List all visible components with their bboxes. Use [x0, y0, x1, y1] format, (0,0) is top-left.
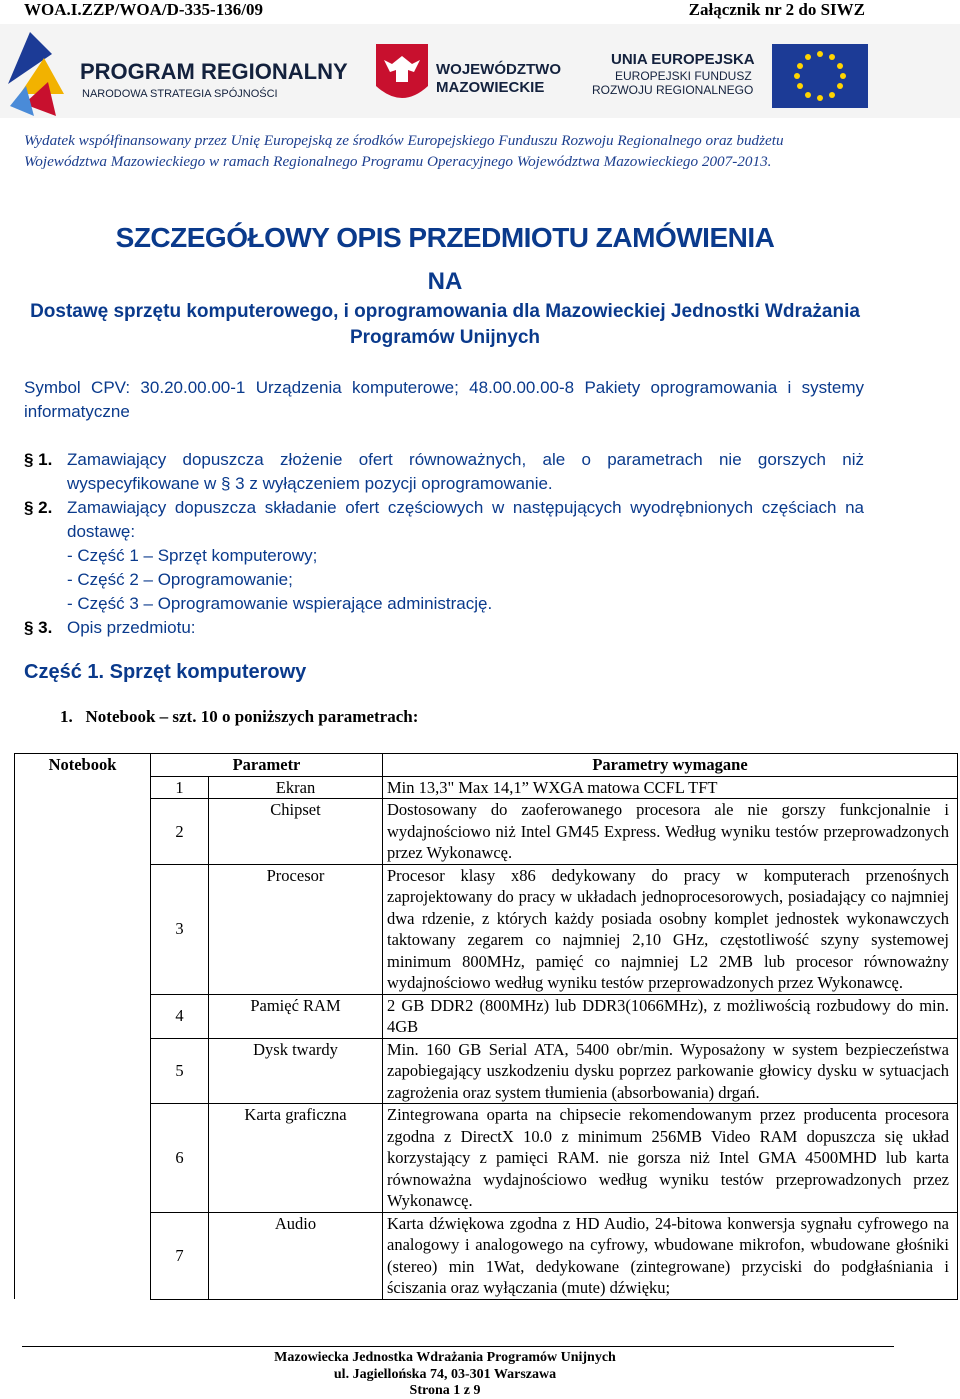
subject-line2: Programów Unijnych	[349, 327, 541, 348]
section-2-line1: Zamawiający dopuszcza składanie ofert częściowych w następujących wyodrębnionych częściach na	[67, 498, 864, 517]
program-subtitle: NARODOWA STRATEGIA SPÓJNOŚCI	[82, 88, 278, 100]
table-row	[15, 994, 958, 1038]
section-2-line3: - Część 1 – Sprzęt komputerowy;	[67, 546, 318, 565]
document-title: SZCZEGÓŁOWY OPIS PRZEDMIOTU ZAMÓWIENIA	[115, 222, 775, 253]
req-column-header: Parametry wymagane	[383, 754, 958, 777]
device-header-text: Notebook	[48, 755, 117, 774]
document-reference: WOA.I.ZZP/WOA/D-335-136/09	[24, 0, 263, 19]
row-number: 7	[151, 1212, 209, 1299]
row-number: 2	[151, 799, 209, 865]
param-requirement: Procesor klasy x86 dedykowany do pracy w komputerach przenośnych zaprojektowany do pracy w układach jednoprocesorowych, posiadający co najmniej dwa rdzenie, z których każdy posiada osobny komplet jednostek wykonawczych taktowany zegarem co najmniej 2,10 GHz, częstotliwość szyny systemowej minimum 800MHz, pamięć co najmniej L2 2MB lub procesor równoważny wydajnościowo według wyniku testów przeprowadzonych przez Wykonawcę.	[383, 864, 958, 994]
section-marker-3: § 3.	[24, 618, 53, 637]
param-name: Pamięć RAM	[209, 994, 383, 1038]
row-number: 4	[151, 994, 209, 1038]
param-name: Ekran	[209, 776, 383, 799]
table-row	[15, 1104, 958, 1213]
funding-note-line2: Województwa Mazowieckiego w ramach Regionalnego Programu Operacyjnego Województwa Mazowieckiego 2007-2013.	[24, 153, 772, 170]
table-row	[15, 799, 958, 865]
param-requirement: Zintegrowana oparta na chipsecie rekomendowanym przez producenta procesora zgodna z DirectX 10.0 z minimum 256MB Video RAM dopuszcza się układ korzystający z pamięci RAM. nie gorsza niż Intel GMA 4500MHD lub karta równoważna wydajnościowo według wyniku testów przeprowadzonych przez Wykonawcę.	[383, 1104, 958, 1213]
footer-divider	[22, 1346, 894, 1347]
title-na: NA	[427, 268, 463, 295]
section-2-line2: dostawę:	[67, 522, 136, 541]
param-column-header: Parametr	[151, 754, 383, 777]
program-title: PROGRAM REGIONALNY	[80, 59, 348, 84]
notebook-spec-table	[14, 753, 958, 1300]
row-number: 5	[151, 1038, 209, 1104]
param-requirement: 2 GB DDR2 (800MHz) lub DDR3(1066MHz), z możliwością rozbudowy do min. 4GB	[383, 994, 958, 1038]
section-marker-2: § 2.	[24, 498, 53, 517]
cpv-line2: informatyczne	[24, 402, 130, 421]
voivodeship-line1: WOJEWÓDZTWO	[436, 61, 561, 78]
section-1-line1: Zamawiający dopuszcza złożenie ofert równoważnych, ale o parametrach nie gorszych niż	[67, 450, 864, 469]
section-1-line2: wyspecyfikowane w § 3 z wyłączeniem pozycji oprogramowanie.	[67, 474, 553, 493]
program-regional-star-icon	[8, 32, 64, 116]
section-2-line4: - Część 2 – Oprogramowanie;	[67, 570, 293, 589]
footer-organization: Mazowiecka Jednostka Wdrażania Programów Unijnych	[274, 1350, 616, 1365]
eu-flag-icon	[772, 44, 868, 108]
param-name: Chipset	[209, 799, 383, 865]
part-heading: Część 1. Sprzęt komputerowy	[24, 661, 307, 683]
param-requirement: Dostosowany do zaoferowanego procesora ale nie gorszy funkcjonalnie i wydajnościowo niż Intel GM45 Express. Według wyniku testów przeprowadzonych przez Wykonawcę.	[383, 799, 958, 865]
param-requirement: Karta dźwiękowa zgodna z HD Audio, 24-bitowa konwersja sygnału cyfrowego na analogowy i analogowego na cyfrowy, wbudowane mikrofon, wbudowane głośniki (stereo) min 1Wat, dedykowane (zintegrowane) przyciski do podgłaśniania i ściszania oraz wyłączania (mute) dźwięku;	[383, 1212, 958, 1299]
param-requirement: Min. 160 GB Serial ATA, 5400 obr/min. Wyposażony w system bezpieczeństwa zapobiegający uszkodzeniu dysku poprzez parkowanie głowicy dysku w sytuacjach zagrożenia oraz system tłumienia (absorbowania) drgań.	[383, 1038, 958, 1104]
param-name: Karta graficzna	[209, 1104, 383, 1213]
section-3-line1: Opis przedmiotu:	[67, 618, 196, 637]
row-number: 3	[151, 864, 209, 994]
param-requirement: Min 13,3" Max 14,1” WXGA matowa CCFL TFT	[383, 776, 958, 799]
footer-address: ul. Jagiellońska 74, 03-301 Warszawa	[333, 1367, 557, 1382]
eu-line1: UNIA EUROPEJSKA	[611, 51, 755, 68]
table-row	[15, 1212, 958, 1299]
subject-line1: Dostawę sprzętu komputerowego, i oprogramowania dla Mazowieckiej Jednostki Wdrażania	[30, 301, 860, 322]
param-name: Dysk twardy	[209, 1038, 383, 1104]
voivodeship-line2: MAZOWIECKIE	[436, 79, 545, 96]
footer-page-number: Strona 1 z 9	[409, 1383, 481, 1398]
attachment-label: Załącznik nr 2 do SIWZ	[688, 0, 865, 19]
table-row	[15, 864, 958, 994]
logo-banner-graphics	[0, 24, 960, 118]
row-number: 1	[151, 776, 209, 799]
section-marker-1: § 1.	[24, 450, 53, 469]
section-2-line5: - Część 3 – Oprogramowanie wspierające administrację.	[67, 594, 493, 613]
cpv-line1: Symbol CPV: 30.20.00.00-1 Urządzenia komputerowe; 48.00.00.00-8 Pakiety oprogramowania i systemy	[24, 378, 864, 397]
device-column-header	[15, 754, 151, 1300]
table-header-row	[15, 754, 958, 777]
table-row	[15, 776, 958, 799]
funding-note-line1: Wydatek współfinansowany przez Unię Europejską ze środków Europejskiego Funduszu Rozwoju Regionalnego oraz budżetu	[24, 132, 784, 149]
item-heading: 1. Notebook – szt. 10 o poniższych parametrach:	[60, 707, 419, 726]
mazowieckie-eagle-icon	[376, 44, 428, 98]
eu-line3: ROZWOJU REGIONALNEGO	[592, 83, 754, 97]
row-number: 6	[151, 1104, 209, 1213]
param-name: Procesor	[209, 864, 383, 994]
table-row	[15, 1038, 958, 1104]
eu-line2: EUROPEJSKI FUNDUSZ	[615, 69, 752, 83]
param-name: Audio	[209, 1212, 383, 1299]
